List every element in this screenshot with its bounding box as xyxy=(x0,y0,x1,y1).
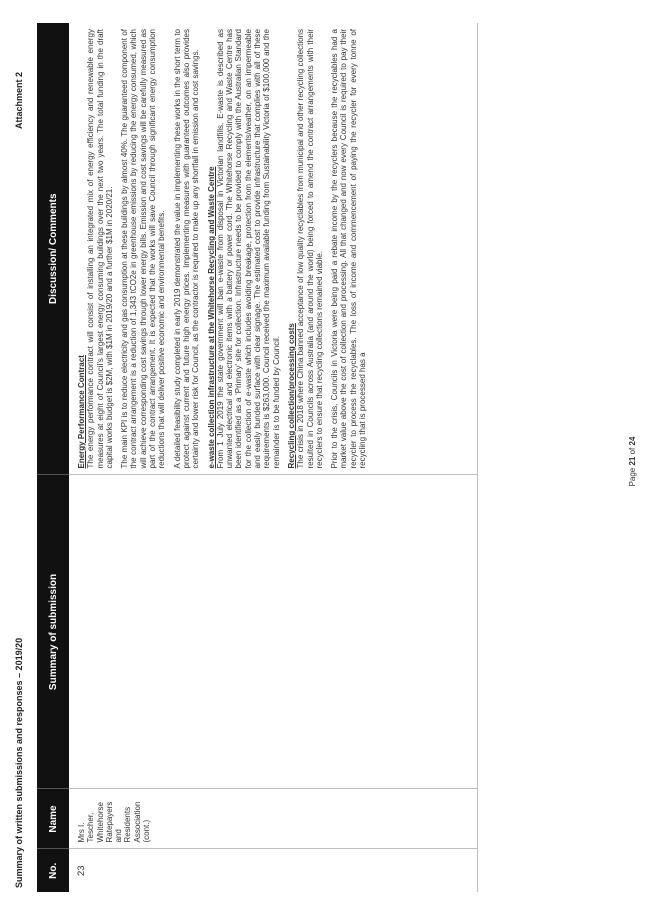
column-header-summary: Summary of submission xyxy=(37,475,69,789)
table-row xyxy=(69,23,478,892)
footer-prefix: Page xyxy=(628,465,637,487)
cell-summary xyxy=(69,475,478,789)
cell-no: 23 xyxy=(69,849,478,892)
attachment-label: Attachment 2 xyxy=(14,71,24,129)
section-e-waste xyxy=(207,29,281,469)
section-heading: Recycling collection/processing costs xyxy=(286,323,296,469)
section-energy-performance xyxy=(77,29,114,469)
page-number: 21 xyxy=(628,456,637,466)
footer-middle: of xyxy=(628,445,637,457)
submissions-table xyxy=(37,23,478,892)
cell-discussion xyxy=(69,23,478,475)
column-header-discussion: Discussion/ Comments xyxy=(37,23,69,475)
section-recycling xyxy=(287,29,324,469)
section-heading: e-waste collection infrastructure at the Whitehorse Recycling and Waste Centre xyxy=(206,166,216,469)
page-total: 24 xyxy=(628,436,637,446)
table-header-row xyxy=(37,23,69,892)
section-paragraph: Prior to the crisis, Councils in Victoria were being paid a rebate income by the recyclers because the recyclables had a market value above the cost of collection and processing. All that changed and now every Council is required to pay their recycler to process the recyclables. The loss of income and commencement of paying the recycler for every tonne of recycling that is processed has a xyxy=(330,29,368,469)
section-paragraph: The crisis in 2018 where China banned acceptance of low quality recyclables from municipal and other recycling collections resulted in Councils across Australia (and around the world) being forced to amend the contract arrangements with their recyclers to ensure that recycling collections remained viable. xyxy=(296,29,324,469)
document-title: Summary of written submissions and responses – 2019/20 xyxy=(14,637,24,888)
section-paragraph: The main KPI is to reduce electricity and gas consumption at these buildings by almost 40%. The guaranteed component of the contract arrangement is a reduction of 1,343 tCO2e in greenhouse emissions by reducing the energy consumed, which will achieve corresponding cost savings through lower energy bills. Emission and cost savings will be carefully measured as part of the contract arrangement. It is expected that the works will save Council through significant energy consumption reductions that will deliver positive economic and environmental benefits. xyxy=(120,29,167,469)
section-paragraph: From 1 July 2019 the state government will ban e-waste from disposal in Victorian landfills. E-waste is described as unwanted electrical and electronic items with a battery or power cord. The Whitehorse Recycling and Waste Centre has been identified as a ‘Primary’ site for collection. Infrastructure needs to be provided to comply with the Australian Standard for the collection of e-waste which includes avoiding breakage, protection from the elements/weather, on an impermeable and easily bunded surface with clear signage. The estimated cost to provide infrastructure that complies with all of these requirements is $263,000. Council received the maximum available funding from Sustainability Victoria of $100,000 and the remainder is to be funded by Council. xyxy=(215,29,281,469)
section-paragraph: A detailed feasibility study completed in early 2019 demonstrated the value in implementing these works in the short term to protect against current and future high energy prices. Implementing measures with guaranteed outcomes also provides certainty and lower risk for Council, as the contractor is required to make up any shortfall in emission and cost savings. xyxy=(172,29,201,469)
section-paragraph: The energy performance contract will consist of installing an integrated mix of energy efficiency and renewable energy measures at eight of Council’s largest energy consuming buildings over the next two years. The total funding in the draft capital works budget is $2M, with $1M in 2019/20 and a further $1M in 2020/21. xyxy=(86,29,114,469)
page-footer xyxy=(628,0,637,923)
column-header-name: Name xyxy=(37,789,69,849)
section-heading: Energy Performance Contract xyxy=(77,355,86,469)
cell-name: Mrs I. Tescher, Whitehorse Ratepayers and Residents Association (cont.) xyxy=(69,789,478,849)
column-header-no: No. xyxy=(37,849,69,892)
